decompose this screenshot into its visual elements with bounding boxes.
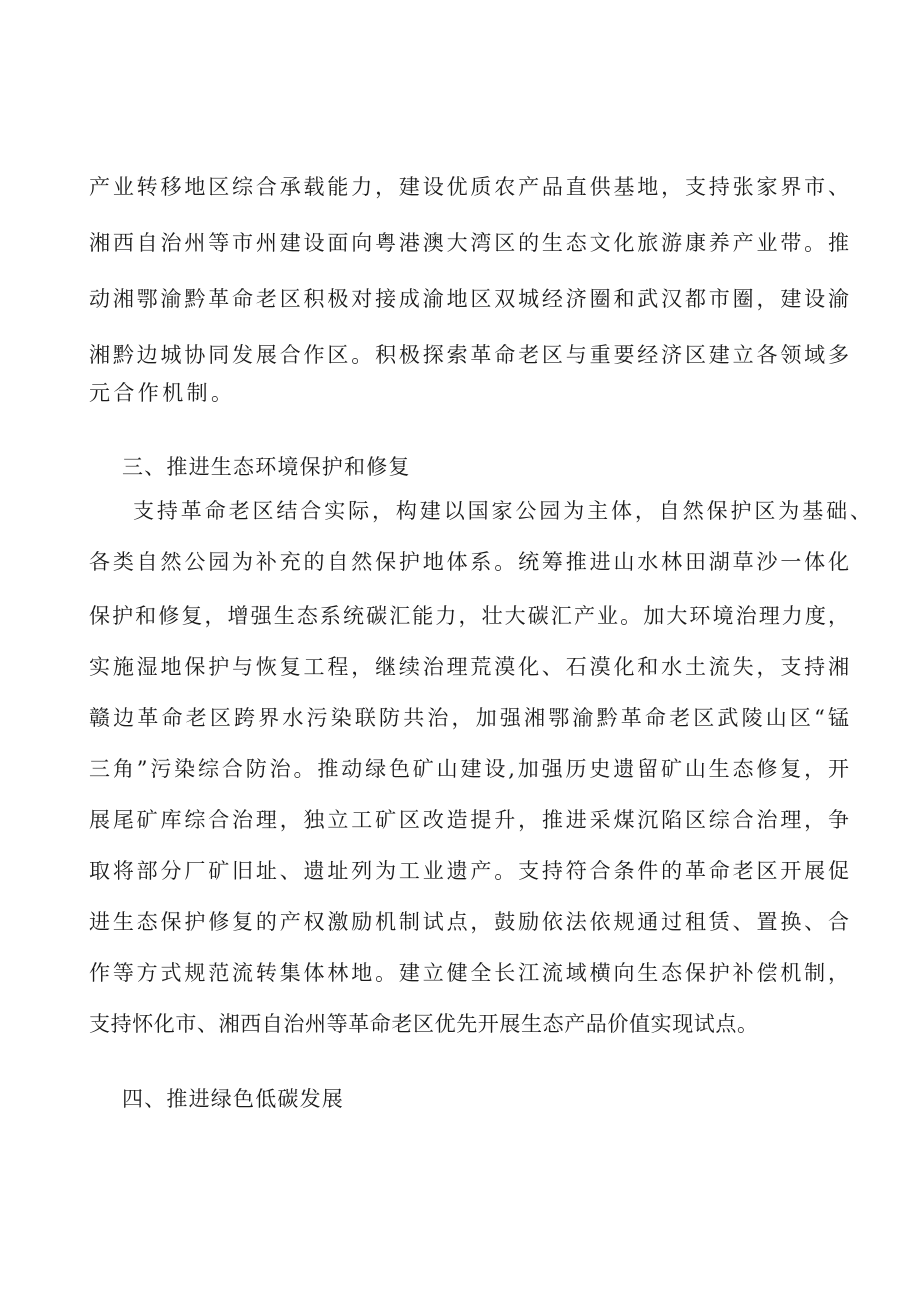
text-line: 支持怀化市、湘西自治州等革命老区优先开展生态产品价值实现试点。 xyxy=(89,1012,759,1036)
text-line: 展尾矿库综合治理，独立工矿区改造提升，推进采煤沉陷区综合治理，争 xyxy=(89,808,849,832)
text-line: 产业转移地区综合承载能力，建设优质农产品直供基地，支持张家界市、 xyxy=(89,175,849,199)
text-line: 湘黔边城协同发展合作区。积极探索革命老区与重要经济区建立各领域多 xyxy=(89,343,849,367)
text-line: 取将部分厂矿旧址、遗址列为工业遗产。支持符合条件的革命老区开展促 xyxy=(89,859,849,883)
text-line: 三角”污染综合防治。推动绿色矿山建设,加强历史遗留矿山生态修复，开 xyxy=(89,757,849,781)
text-line: 赣边革命老区跨界水污染联防共治，加强湘鄂渝黔革命老区武陵山区“锰 xyxy=(89,706,849,730)
text-line: 元合作机制。 xyxy=(89,381,236,405)
text-line: 作等方式规范流转集体林地。建立健全长江流域横向生态保护补偿机制， xyxy=(89,961,849,985)
text-line: 各类自然公园为补充的自然保护地体系。统筹推进山水林田湖草沙一体化 xyxy=(89,550,849,574)
text-line: 支持革命老区结合实际，构建以国家公园为主体，自然保护区为基础、 xyxy=(133,499,874,523)
text-line: 保护和修复，增强生态系统碳汇能力，壮大碳汇产业。加大环境治理力度， xyxy=(89,604,849,628)
text-line: 动湘鄂渝黔革命老区积极对接成渝地区双城经济圈和武汉都市圈，建设渝 xyxy=(89,287,849,311)
section-heading-4: 四、推进绿色低碳发展 xyxy=(122,1087,344,1111)
text-line: 进生态保护修复的产权激励机制试点，鼓励依法依规通过租赁、置换、合 xyxy=(89,910,849,934)
text-line: 实施湿地保护与恢复工程，继续治理荒漠化、石漠化和水土流失，支持湘 xyxy=(89,655,849,679)
text-line: 湘西自治州等市州建设面向粤港澳大湾区的生态文化旅游康养产业带。推 xyxy=(89,231,849,255)
section-heading-3: 三、推进生态环境保护和修复 xyxy=(122,455,411,479)
